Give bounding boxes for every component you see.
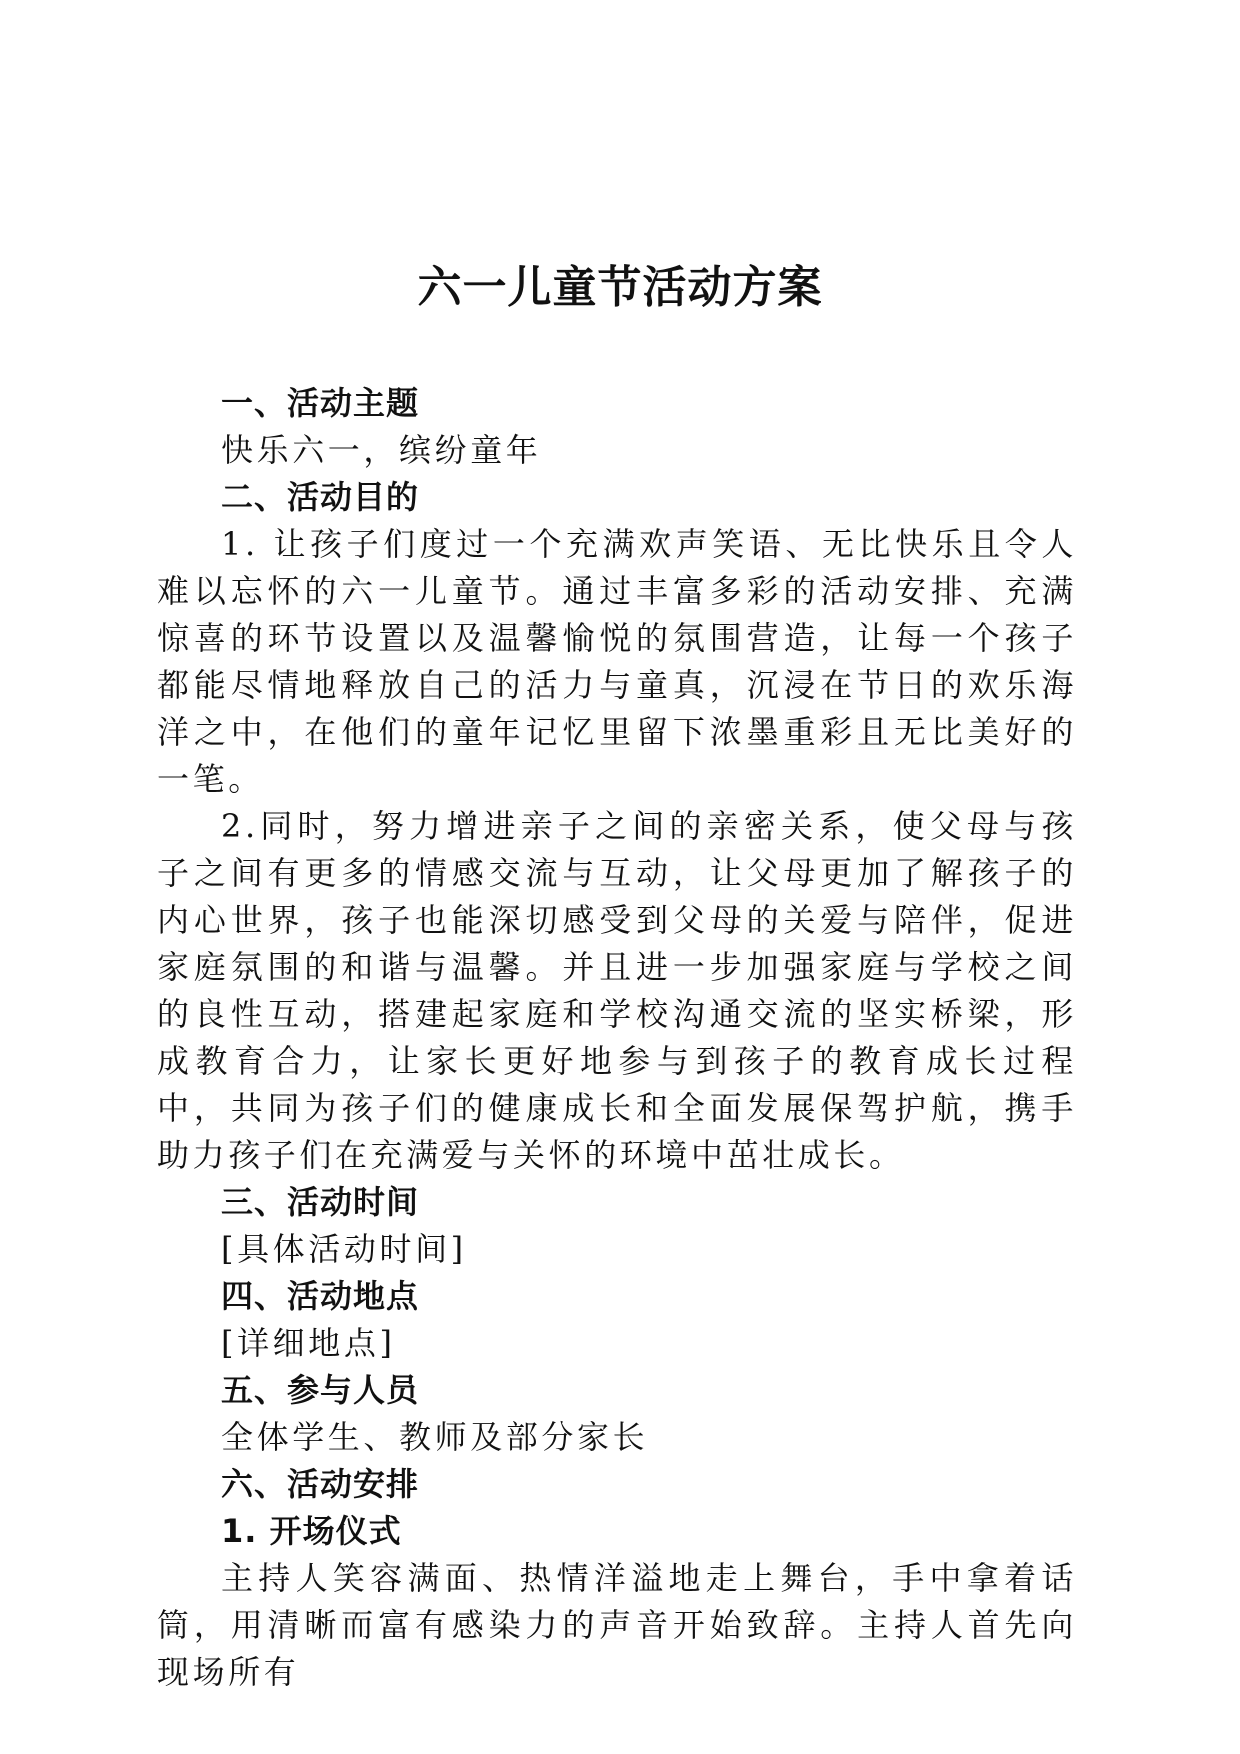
section-heading-location: 四、活动地点 [221, 1277, 420, 1315]
location-text: [详细地点] [221, 1324, 396, 1362]
document-title: 六一儿童节活动方案 [417, 262, 823, 313]
section-heading-time: 三、活动时间 [221, 1183, 420, 1221]
theme-text: 快乐六一，缤纷童年 [221, 431, 542, 469]
purpose-paragraph-2: 2.同时，努力增进亲子之间的亲密关系，使父母与孩子之间有更多的情感交流与互动，让父母更加了解孩子的内心世界，孩子也能深切感受到父母的关爱与陪伴，促进家庭氛围的和谐与温馨。并且进一步加强家庭与学校之间的良性互动，搭建起家庭和学校沟通交流的坚实桥梁，形成教育合力，让家长更好地参与到孩子的教育成长过程中，共同为孩子们的健康成长和全面发展保驾护航，携手助力孩子们在充满爱与关怀的环境中茁壮成长。 [157, 807, 1077, 1174]
schedule-opening-paragraph: 主持人笑容满面、热情洋溢地走上舞台，手中拿着话筒，用清晰而富有感染力的声音开始致辞。主持人首先向现场所有 [157, 1559, 1077, 1691]
purpose-paragraph-1: 1. 让孩子们度过一个充满欢声笑语、无比快乐且令人难以忘怀的六一儿童节。通过丰富多彩的活动安排、充满惊喜的环节设置以及温馨愉悦的氛围营造，让每一个孩子都能尽情地释放自己的活力与童真，沉浸在节日的欢乐海洋之中，在他们的童年记忆里留下浓墨重彩且无比美好的一笔。 [157, 525, 1077, 798]
document-body [157, 380, 1077, 1696]
section-heading-purpose: 二、活动目的 [221, 478, 420, 516]
time-text: [具体活动时间] [221, 1230, 467, 1268]
section-heading-theme: 一、活动主题 [221, 384, 420, 422]
section-heading-participants: 五、参与人员 [221, 1371, 420, 1409]
section-heading-schedule: 六、活动安排 [221, 1465, 420, 1503]
schedule-sub-heading-opening: 1. 开场仪式 [221, 1512, 402, 1550]
participants-text: 全体学生、教师及部分家长 [221, 1418, 649, 1456]
